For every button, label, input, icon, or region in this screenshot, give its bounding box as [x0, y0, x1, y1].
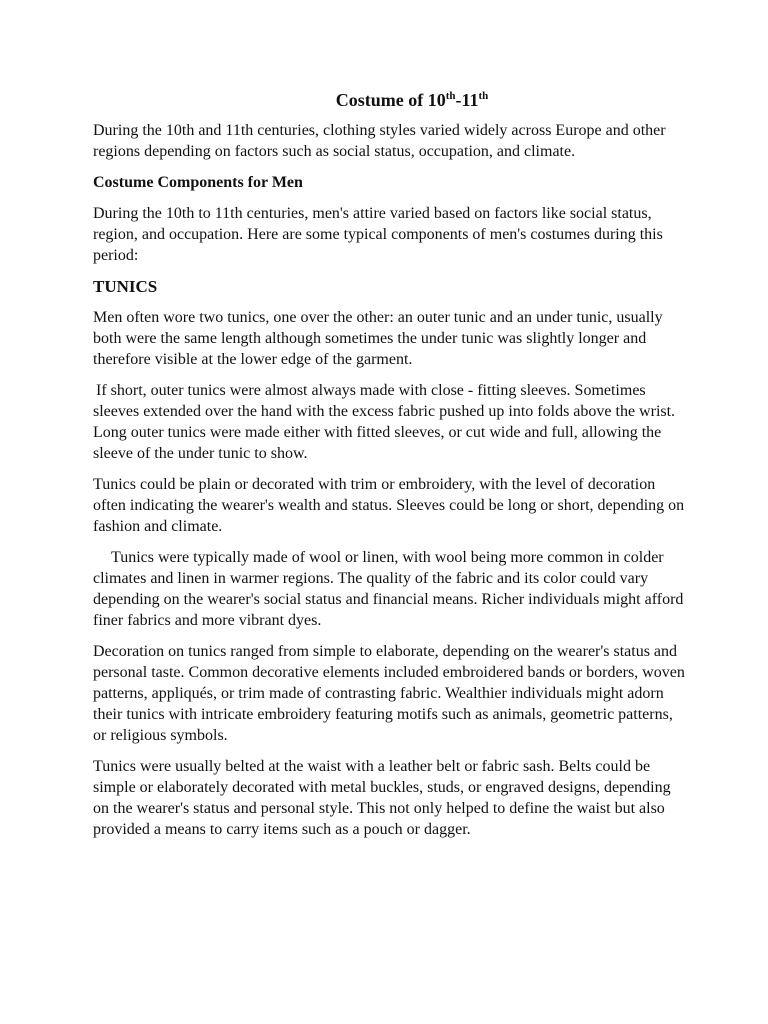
title-text-2: -11	[455, 90, 479, 110]
body-paragraph-3: Tunics could be plain or decorated with trim or embroidery, with the level of decoration often indicating the wearer's wealth and status. Sleeves could be long or short, depending on fashion and climate.	[93, 476, 685, 535]
title-text: Costume of 10	[335, 90, 446, 110]
body-paragraph-1: Men often wore two tunics, one over the other: an outer tunic and an under tunic, usually both were the same length although sometimes the under tunic was slightly longer and therefore visible at the lower edge of the garment.	[93, 309, 663, 368]
section-intro-paragraph: During the 10th to 11th centuries, men's attire varied based on factors like social status, region, and occupation. Here are some typical components of men's costumes during this period:	[93, 205, 663, 264]
page-title	[93, 88, 687, 112]
body-paragraph-4: Tunics were typically made of wool or linen, with wool being more common in colder climates and linen in warmer regions. The quality of the fabric and its color could vary depending on the wearer's social status and financial means. Richer individuals might afford finer fabrics and more vibrant dyes.	[93, 549, 684, 629]
body-paragraph-2: If short, outer tunics were almost always made with close - fitting sleeves. Sometimes sleeves extended over the hand with the excess fabric pushed up into folds above the wrist. Long outer tunics were made either with fitted sleeves, or cut wide and full, allowing the sleeve of the under tunic to show.	[93, 382, 676, 462]
intro-paragraph: During the 10th and 11th centuries, clothing styles varied widely across Europe and other regions depending on factors such as social status, occupation, and climate.	[93, 122, 666, 160]
title-superscript-1: th	[445, 90, 456, 102]
title-superscript-2: th	[478, 90, 489, 102]
body-paragraph-6: Tunics were usually belted at the waist with a leather belt or fabric sash. Belts could be simple or elaborately decorated with metal buckles, studs, or engraved designs, depending on the wearer's status and personal style. This not only helped to define the waist but also provided a means to carry items such as a pouch or dagger.	[93, 758, 671, 838]
section-heading: Costume Components for Men	[93, 174, 303, 191]
document-body	[93, 88, 687, 850]
subsection-heading: TUNICS	[93, 277, 158, 296]
body-paragraph-5: Decoration on tunics ranged from simple to elaborate, depending on the wearer's status and personal taste. Common decorative elements included embroidered bands or borders, woven patterns, appliqués, or trim made of contrasting fabric. Wealthier individuals might adorn their tunics with intricate embroidery featuring motifs such as animals, geometric patterns, or religious symbols.	[93, 643, 685, 744]
